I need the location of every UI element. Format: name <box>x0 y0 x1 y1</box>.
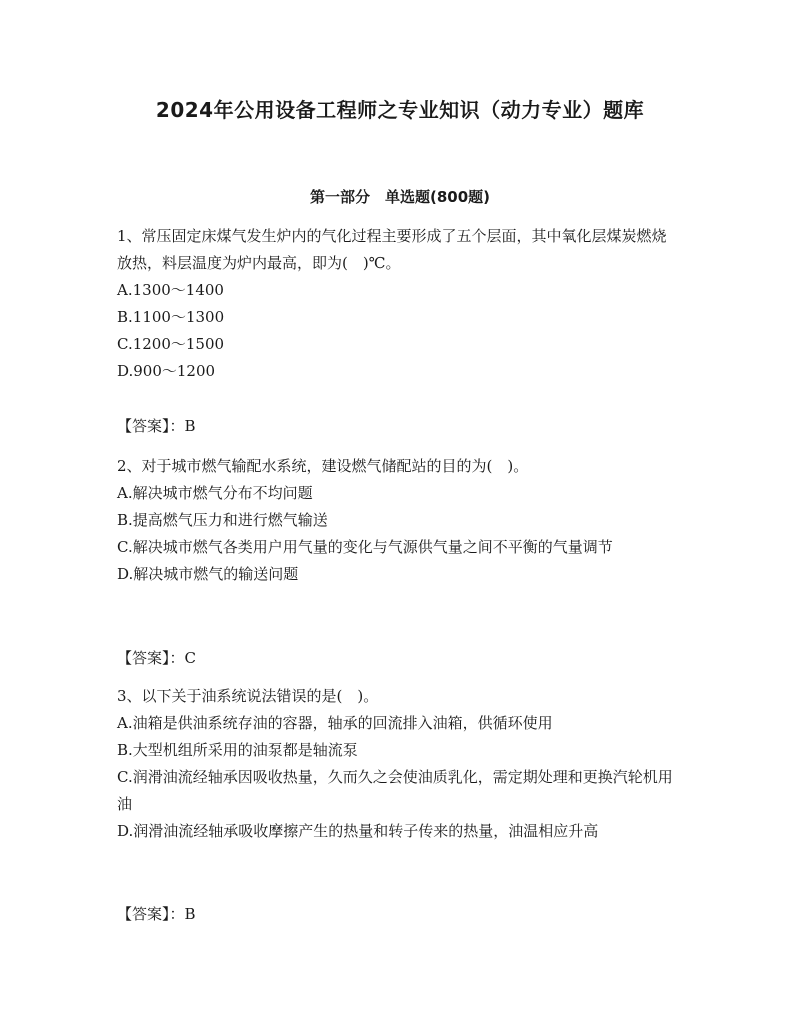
answer-label: 【答案】： <box>117 649 185 667</box>
answer-2 <box>117 646 196 670</box>
document-title: 2024年公用设备工程师之专业知识（动力专业）题库 <box>155 98 645 122</box>
section-title: 第一部分 单选题(800题) <box>309 188 491 206</box>
question-stem: 3、以下关于油系统说法错误的是( )。 <box>117 687 379 705</box>
option-d: D.900～1200 <box>117 362 216 380</box>
option-a: A.解决城市燃气分布不均问题 <box>117 484 313 502</box>
question-3 <box>117 683 677 845</box>
option-d: D.解决城市燃气的输送问题 <box>117 565 299 583</box>
question-2 <box>117 453 677 588</box>
answer-label: 【答案】： <box>117 905 185 923</box>
answer-value: B <box>184 905 196 923</box>
question-stem: 1、常压固定床煤气发生炉内的气化过程主要形成了五个层面，其中氧化层煤炭燃烧放热，料层温度为炉内最高，即为( )℃。 <box>117 227 667 272</box>
option-b: B.大型机组所采用的油泵都是轴流泵 <box>117 741 358 759</box>
option-a: A.1300～1400 <box>117 281 224 299</box>
option-c: C.1200～1500 <box>117 335 225 353</box>
option-b: B.提高燃气压力和进行燃气输送 <box>117 511 328 529</box>
option-a: A.油箱是供油系统存油的容器，轴承的回流排入油箱，供循环使用 <box>117 714 553 732</box>
answer-1 <box>117 414 196 438</box>
option-d: D.润滑油流经轴承吸收摩擦产生的热量和转子传来的热量，油温相应升高 <box>117 822 599 840</box>
answer-value: B <box>184 417 196 435</box>
option-b: B.1100～1300 <box>117 308 225 326</box>
answer-label: 【答案】： <box>117 417 185 435</box>
answer-value: C <box>184 649 196 667</box>
option-c: C.解决城市燃气各类用户用气量的变化与气源供气量之间不平衡的气量调节 <box>117 538 613 556</box>
question-1 <box>117 223 677 385</box>
answer-3 <box>117 902 196 926</box>
option-c: C.润滑油流经轴承因吸收热量，久而久之会使油质乳化，需定期处理和更换汽轮机用油 <box>117 768 673 813</box>
question-stem: 2、对于城市燃气输配水系统，建设燃气储配站的目的为( )。 <box>117 457 529 475</box>
